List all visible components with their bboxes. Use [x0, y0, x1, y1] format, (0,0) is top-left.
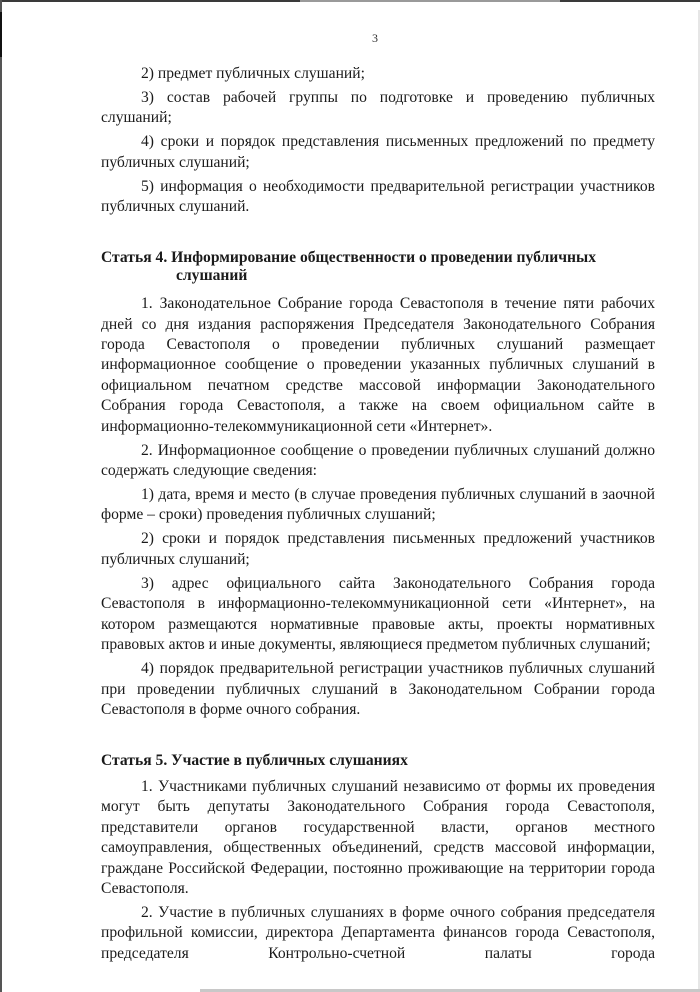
list-item: 5) информация о необходимости предварительной регистрации участников публичных слушаний.: [101, 177, 655, 216]
paragraph: 1. Участниками публичных слушаний независимо от формы их проведения могут быть депутаты Законодательного Собрания города Севастополя, представители органов государственной власти, органов местного самоуправления, общественных объединений, средств массовой информации, граждане Российской Федерации, постоянно проживающие на территории города Севастополя.: [101, 777, 655, 897]
article-4: [101, 249, 655, 720]
paragraph: 2. Информационное сообщение о проведении публичных слушаний должно содержать следующие сведения:: [101, 441, 655, 480]
paragraph: 1. Законодательное Собрание города Севастополя в течение пяти рабочих дней со дня издания распоряжения Председателя Законодательного Собрания города Севастополя о проведении публичных слушаний размещает информационное сообщение о проведении указанных публичных слушаний в официальном печатном средстве массовой информации Законодательного Собрания города Севастополя, а также на своем официальном сайте в информационно-телекоммуникационной сети «Интернет».: [101, 295, 655, 435]
page-number: 3: [372, 31, 378, 45]
intro-list: [101, 64, 655, 218]
list-item: 2) сроки и порядок представления письменных предложений участников публичных слушаний;: [101, 530, 655, 568]
document-body: [101, 64, 655, 968]
scan-edge-top-light: [300, 0, 560, 2]
article-5: [101, 752, 655, 964]
article-4-heading-line1: Статья 4. Информирование общественности о проведении публичных: [101, 249, 597, 267]
scan-edge-left: [0, 0, 2, 992]
list-item: 4) порядок предварительной регистрации участников публичных слушаний при проведении публичных слушаний в Законодательном Собрании города Севастополя в форме очного собрания.: [101, 660, 655, 718]
list-item: 3) адрес официального сайта Законодательного Собрания города Севастополя в информационно-телекоммуникационной сети «Интернет», на котором размещаются нормативные правовые акты, проекты нормативных правовых актов и иные документы, являющиеся предметом публичных слушаний;: [101, 574, 655, 654]
article-4-heading: [101, 249, 655, 285]
list-item: 1) дата, время и место (в случае проведения публичных слушаний в заочной форме – сроки) проведения публичных слушаний;: [101, 486, 655, 524]
list-item: 2) предмет публичных слушаний;: [141, 65, 365, 82]
article-5-heading: Статья 5. Участие в публичных слушаниях: [101, 751, 408, 769]
paragraph: 2. Участие в публичных слушаниях в форме очного собрания председателя профильной комиссии, директора Департамента финансов города Севастополя, председателя Контрольно-счетной палаты города: [101, 903, 655, 962]
article-4-heading-line2: слушаний: [176, 267, 248, 285]
list-item: 4) сроки и порядок представления письменных предложений по предмету публичных слушаний;: [101, 133, 655, 171]
list-item: 3) состав рабочей группы по подготовке и проведению публичных слушаний;: [101, 89, 655, 127]
